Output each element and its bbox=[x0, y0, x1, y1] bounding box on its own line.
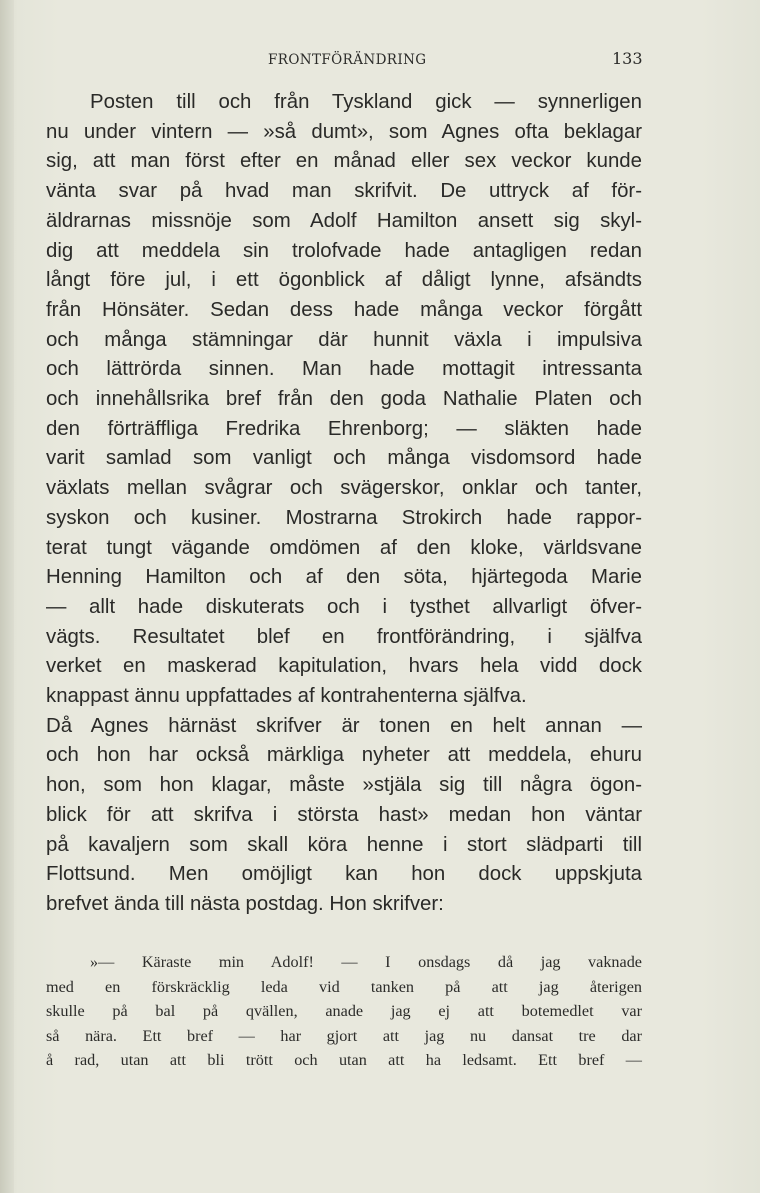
text-line: Posten till och från Tyskland gick — synnerligen bbox=[90, 91, 642, 113]
text-line: terat tungt vägande omdömen af den kloke, världsvane bbox=[46, 536, 642, 559]
text-line: blick för att skrifva i största hast» medan hon väntar bbox=[46, 803, 642, 826]
text-line: från Hönsäter. Sedan dess hade många veckor förgått bbox=[46, 298, 642, 321]
letter-line: »— Käraste min Adolf! — I onsdags då jag vaknade bbox=[90, 953, 642, 971]
text-line: verket en maskerad kapitulation, hvars hela vidd dock bbox=[46, 655, 642, 678]
text-line: långt före jul, i ett ögonblick af dåligt lynne, afsändts bbox=[46, 269, 642, 292]
letter-line: å rad, utan att bli trött och utan att ha ledsamt. Ett bref — bbox=[46, 1051, 642, 1069]
text-line: och många stämningar där hunnit växla i impulsiva bbox=[46, 328, 642, 351]
text-line: vägts. Resultatet blef en frontförändring, i själfva bbox=[46, 625, 642, 648]
letter-line: skulle på bal på qvällen, anade jag ej att botemedlet var bbox=[46, 1002, 642, 1020]
text-line: sig, att man först efter en månad eller sex veckor kunde bbox=[46, 150, 642, 173]
text-line: Henning Hamilton och af den söta, hjärtegoda Marie bbox=[46, 566, 642, 589]
page-number: 133 bbox=[612, 49, 643, 68]
text-line: och hon har också märkliga nyheter att meddela, ehuru bbox=[46, 744, 642, 767]
text-line: på kavaljern som skall köra henne i stort slädparti till bbox=[46, 833, 642, 856]
text-line: äldrarnas missnöje som Adolf Hamilton ansett sig skyl- bbox=[46, 209, 642, 232]
text-line: Då Agnes härnäst skrifver är tonen en helt annan — bbox=[46, 714, 642, 737]
letter-line: så nära. Ett bref — har gjort att jag nu dansat tre dar bbox=[46, 1026, 642, 1045]
text-line: och innehållsrika bref från den goda Nathalie Platen och bbox=[46, 388, 642, 411]
text-line: brefvet ända till nästa postdag. Hon skrifver: bbox=[46, 892, 444, 915]
text-line: den förträffliga Fredrika Ehrenborg; — släkten hade bbox=[46, 417, 642, 440]
text-line: — allt hade diskuterats och i tysthet allvarligt öfver- bbox=[46, 595, 642, 618]
page-gutter-shadow bbox=[0, 0, 14, 1193]
quoted-letter bbox=[46, 950, 642, 1073]
text-line: hon, som hon klagar, måste »stjäla sig till några ögon- bbox=[46, 774, 642, 797]
text-line: syskon och kusiner. Mostrarna Strokirch hade rappor- bbox=[46, 506, 642, 529]
text-line: dig att meddela sin trolofvade hade antagligen redan bbox=[46, 239, 642, 262]
text-line: nu under vintern — »så dumt», som Agnes ofta beklagar bbox=[46, 120, 642, 143]
text-line: varit samlad som vanligt och många visdomsord hade bbox=[46, 447, 642, 470]
letter-line: med en förskräcklig leda vid tanken på att jag återigen bbox=[46, 977, 642, 996]
body-paragraph bbox=[46, 88, 642, 920]
running-head-title: FRONTFÖRÄNDRING bbox=[268, 52, 427, 68]
text-line: växlats mellan svågrar och svägerskor, onklar och tanter, bbox=[46, 477, 642, 500]
text-line: Flottsund. Men omöjligt kan hon dock uppskjuta bbox=[46, 863, 642, 886]
text-line: vänta svar på hvad man skrifvit. De uttryck af för- bbox=[46, 180, 642, 203]
text-line: och lättrörda sinnen. Man hade mottagit intressanta bbox=[46, 358, 642, 381]
text-line: knappast ännu uppfattades af kontrahenterna själfva. bbox=[46, 685, 527, 708]
